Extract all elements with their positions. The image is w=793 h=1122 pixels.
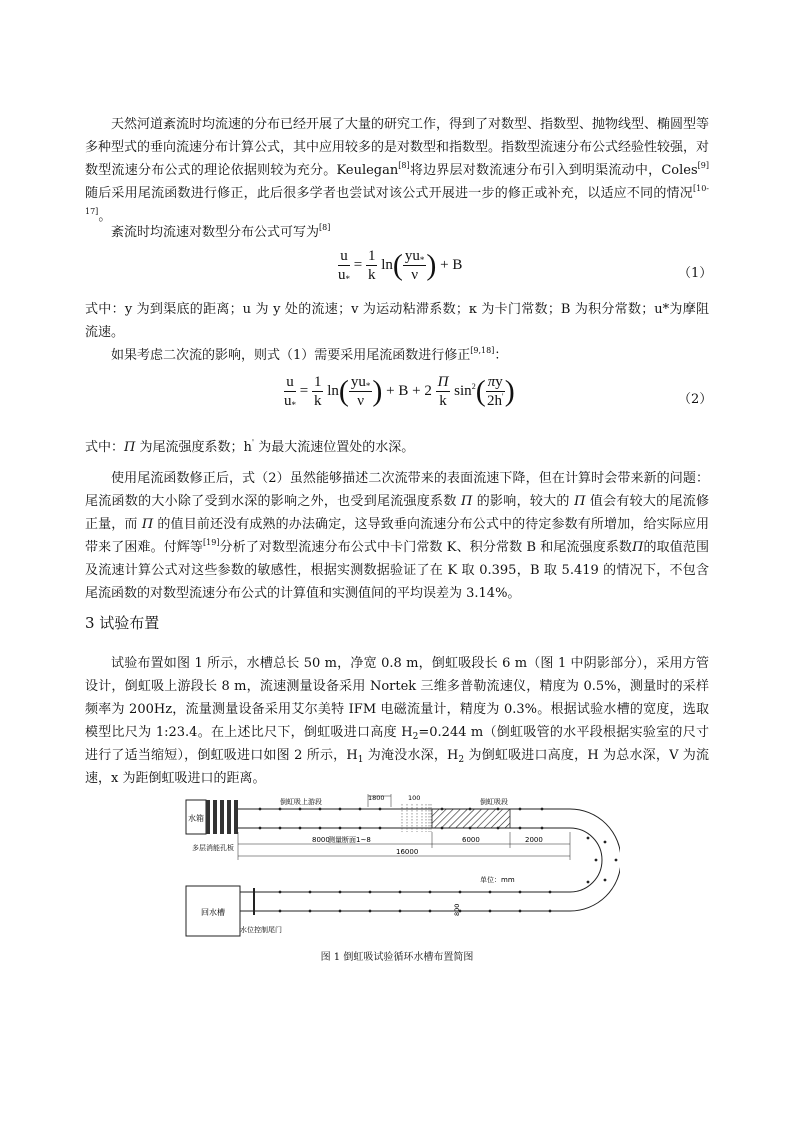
subscript: 2	[458, 755, 465, 765]
citation: [19]	[203, 538, 220, 547]
text-span: 为最大流速位置处的水深。	[254, 440, 415, 455]
text-span: ：	[494, 348, 508, 363]
dim-6000: 6000	[462, 836, 480, 844]
text-span: 试验布置如图 1 所示，水槽总长 50 m，净宽 0.8 m，倒虹吸段长 6 m（图 1 中阴影部分），采用方管设计，倒虹吸上游段长 8 m，流速测量设备采用 Nortek 三维多普勒流速仪，精度为 0.5%，测量时的采样频率为 200Hz，流量测量设备采用艾尔美特 IFM 电磁流量计，精度为 0.3%。根据试验水槽的宽度，选取模型比尺为 1:23.4。在上述比尺下，倒虹吸进口高度 H	[85, 656, 709, 740]
text-span: 式中：	[85, 440, 125, 455]
text-span: 式中：y 为到渠底的距离；u 为 y 处的流速；v 为运动粘滞系数；κ 为卡门常数；B 为积分常数；u*为摩阻流速。	[85, 302, 709, 340]
label-measurement-section: 测量断面1~8	[328, 836, 371, 844]
citation: [8]	[319, 223, 331, 232]
prime-symbol: '	[251, 438, 255, 447]
pi-symbol: Π	[124, 440, 136, 455]
paragraph-experiment-setup	[85, 652, 709, 790]
text-span: 的影响，较大的	[472, 494, 575, 509]
paragraph-wake-intro	[85, 344, 709, 367]
dim-1800: 1800	[368, 794, 385, 802]
dim-100: 100	[408, 794, 421, 802]
pi-symbol: Π	[632, 540, 644, 555]
citation: [8]	[398, 161, 410, 170]
dim-800: 800	[453, 903, 461, 916]
dim-2000: 2000	[525, 836, 543, 844]
text-span: 为淹没水深，H	[363, 748, 459, 763]
label-upstream: 倒虹吸上游段	[280, 798, 322, 806]
text-span: 分析了对数型流速分布公式中卡门常数 K、积分常数 B 和尾流强度系数	[219, 540, 633, 555]
label-unit: 单位：mm	[480, 876, 515, 884]
text-span: 紊流时均流速对数型分布公式可写为	[111, 225, 320, 240]
text-span: 使用尾流函数修正后，式（2）虽然能够描述二次流带来的表面流速下降，但在计算时会带来新的问题：尾流函数的大小除了受到水深的影响之外，也受到尾流强度系数	[85, 471, 709, 509]
text-span: 随后采用尾流函数进行修正，此后很多学者也尝试对该公式开展进一步的修正或补充，以适应不同的情况	[85, 186, 693, 201]
text-span: 。	[98, 209, 112, 224]
label-siphon: 倒虹吸段	[480, 798, 508, 806]
pi-symbol: Π	[461, 494, 473, 509]
label-return-tank: 回水槽	[201, 908, 225, 917]
figure-caption: 图 1 倒虹吸试验循环水槽布置简图	[320, 952, 474, 963]
paragraph-wake-discussion	[85, 467, 709, 605]
text-span: =0.244 m（倒虹吸管的水平段根据实验室的尺寸进行了适当缩短），倒虹吸进口如图 2 所示，H	[85, 725, 709, 763]
equation-number: （1）	[678, 266, 713, 281]
dim-16000: 16000	[396, 848, 419, 856]
text-span: 为尾流强度系数；h	[135, 440, 252, 455]
citation: [9]	[697, 161, 709, 170]
label-water-tank: 水箱	[188, 814, 204, 823]
paragraph-wake-definitions	[85, 436, 709, 459]
text-span: 的值目前还没有成熟的办法确定，这导致垂向流速分布公式中的待定参数有所增加，给实际应用带来了困难。付辉等	[85, 517, 709, 555]
equation-number: （2）	[678, 392, 713, 407]
citation: [9,18]	[470, 346, 495, 355]
text-span: 值会有较大的尾流修正量，而	[85, 494, 709, 532]
dim-8000: 8000	[312, 836, 330, 844]
text-span: 的取值范围及流速计算公式对这些参数的敏感性，根据实测数据验证了在 K 取 0.395，B 取 5.419 的情况下，不包含尾流函数的对数型流速分布公式的计算值和实测值间的平均误差为 3.14%。	[85, 540, 709, 601]
flume-layout-figure	[180, 792, 620, 942]
subscript: 1	[357, 755, 364, 765]
pi-symbol: Π	[574, 494, 586, 509]
label-tail-gate: 水位控制尾门	[240, 926, 282, 934]
text-span: 为倒虹吸进口高度，H 为总水深，V 为流速，x 为距倒虹吸进口的距离。	[85, 748, 709, 786]
paragraph-variable-definitions	[85, 298, 709, 344]
text-span: 如果考虑二次流的影响，则式（1）需要采用尾流函数进行修正	[111, 348, 471, 363]
section-heading: 3 试验布置	[85, 614, 160, 632]
equation-2: $\frac{u}{u_*}$ = $\frac{1}{k}$ ln( $\frac{yu_*}{\nu}$ ) + B + 2 $\frac{\Pi}{k}$ $\sin^2$( $\frac{\pi y}{2h'}$ )	[284, 374, 515, 410]
pi-symbol: Π	[141, 517, 154, 532]
equation-1: $\frac{u}{u_*}$ = $\frac{1}{k}$ ln( $\frac{yu_*}{\nu}$ ) + B	[338, 248, 463, 284]
siphon-section	[432, 809, 510, 828]
label-baffle: 多层消能孔板	[192, 844, 234, 852]
text-span: 天然河道紊流时均流速的分布已经开展了大量的研究工作，得到了对数型、指数型、抛物线型、椭圆型等多种型式的垂向流速分布计算公式，其中应用较多的是对数型和指数型。指数型流速分布公式经验性较强，对数型流速分布公式的理论依据则较为充分。Keulegan	[85, 117, 710, 178]
citation: [10-17]	[85, 184, 709, 216]
paragraph-intro	[85, 113, 709, 228]
paragraph-formula-intro	[85, 221, 709, 244]
text-span: 将边界层对数流速分布引入到明渠流动中，Coles	[409, 163, 698, 178]
subscript: 2	[412, 732, 419, 742]
baffle-plates	[206, 800, 238, 834]
